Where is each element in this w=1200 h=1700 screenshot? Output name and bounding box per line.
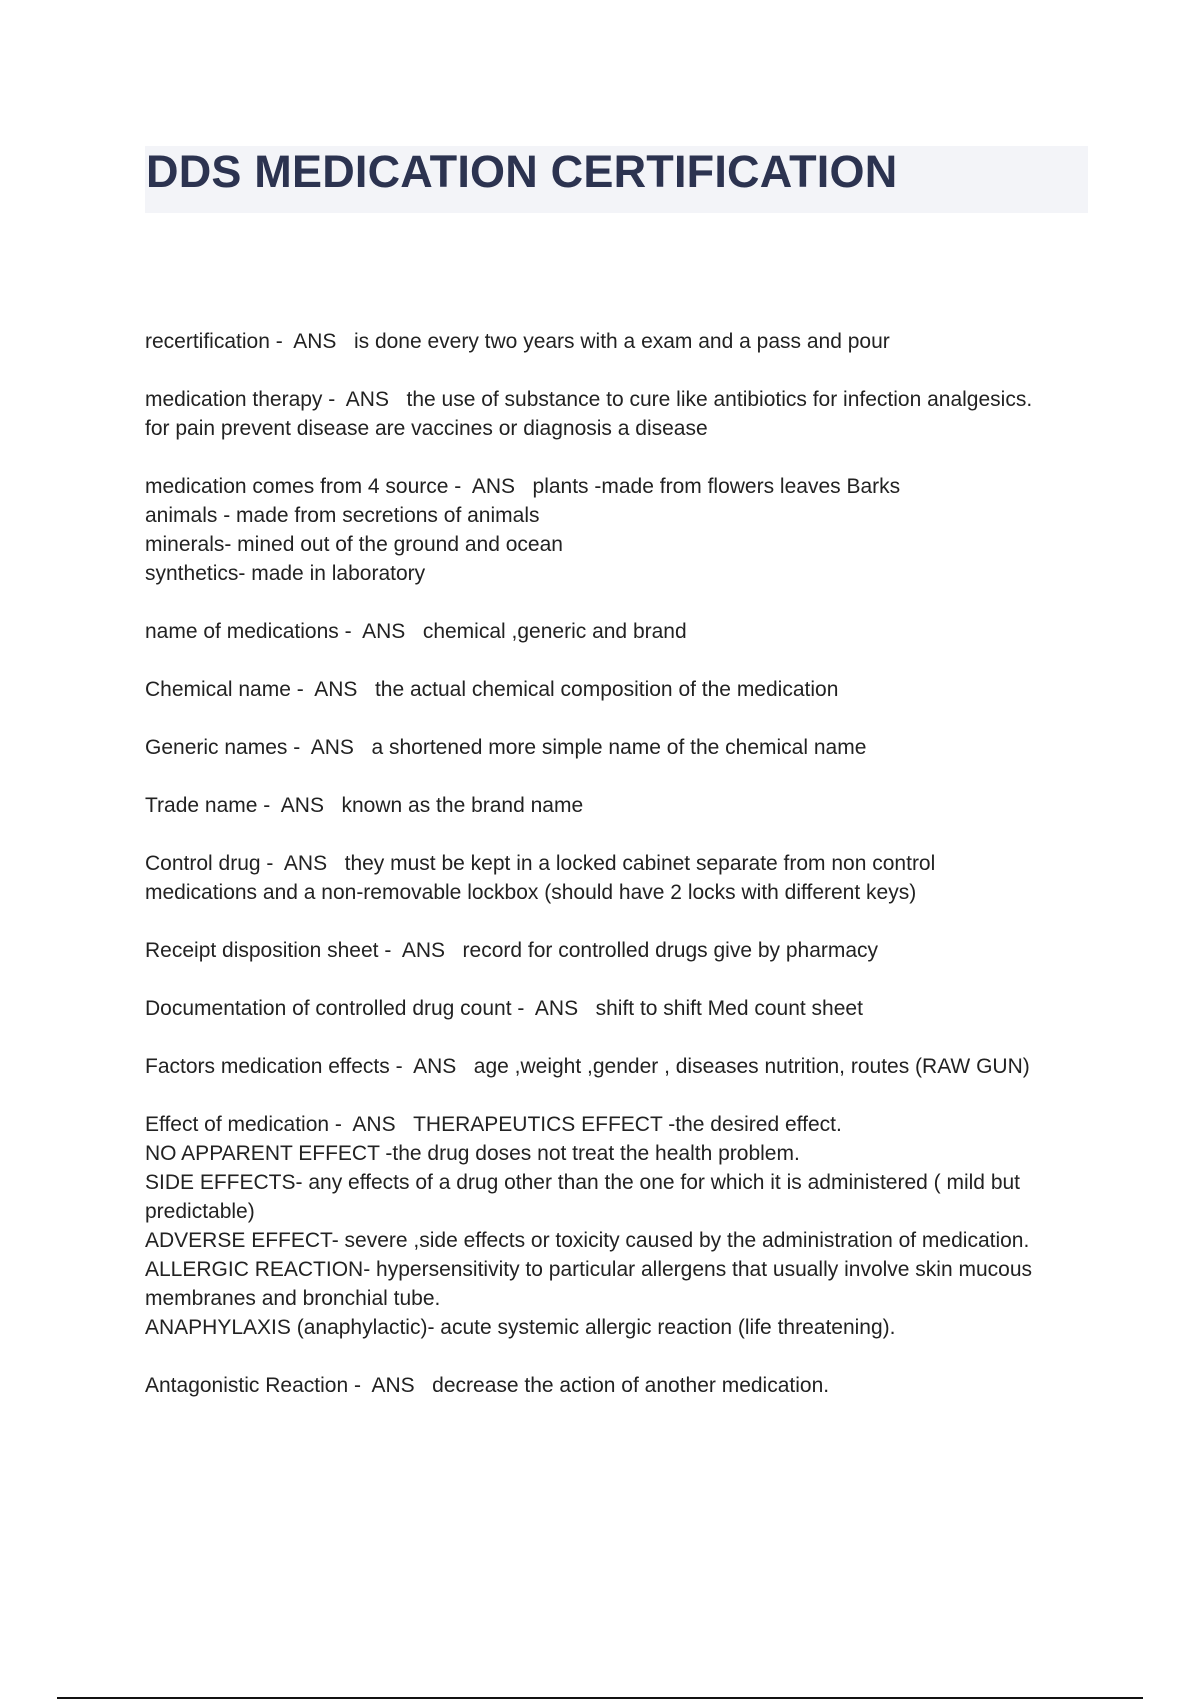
answer-marker: ANS	[314, 678, 358, 701]
answer-text: shift to shift Med count sheet	[595, 997, 863, 1020]
term-separator: -	[378, 939, 402, 962]
term-label: Factors medication effects	[145, 1055, 390, 1078]
term-label: Antagonistic Reaction	[145, 1374, 349, 1397]
term-label: Documentation of controlled drug count	[145, 997, 512, 1020]
qa-first-line	[145, 385, 1095, 414]
term-label: name of medications	[145, 620, 339, 643]
qa-item	[145, 1110, 1095, 1342]
term-label: Control drug	[145, 852, 261, 875]
term-label: Chemical name	[145, 678, 291, 701]
qa-item	[145, 936, 1095, 965]
answer-text: ALLERGIC REACTION- hypersensitivity to particular allergens that usually involve skin mucous	[145, 1258, 1033, 1281]
term-separator: -	[448, 475, 472, 498]
answer-text: chemical ,generic and brand	[422, 620, 687, 643]
term-separator: -	[338, 620, 363, 643]
answer-marker: ANS	[293, 330, 337, 353]
qa-item	[145, 994, 1095, 1023]
answer-continuation-line	[145, 1197, 1095, 1226]
qa-first-line	[145, 472, 1095, 501]
term-separator: -	[348, 1374, 372, 1397]
answer-marker: ANS	[310, 736, 354, 759]
qa-item	[145, 733, 1095, 762]
qa-first-line	[145, 1110, 1095, 1139]
answer-marker: ANS	[283, 852, 328, 875]
qa-first-line	[145, 675, 1095, 704]
answer-text: synthetics- made in laboratory	[145, 562, 426, 585]
qa-item	[145, 791, 1095, 820]
qa-item	[145, 472, 1095, 588]
qa-first-line	[145, 791, 1095, 820]
qa-item	[145, 1371, 1095, 1400]
qa-item	[145, 617, 1095, 646]
term-separator: -	[260, 852, 284, 875]
term-label: Effect of medication	[145, 1113, 330, 1136]
term-separator: -	[329, 1113, 353, 1136]
answer-marker: ANS	[401, 939, 446, 962]
term-label: Trade name	[145, 794, 258, 817]
answer-text: record for controlled drugs give by pharmacy	[462, 939, 879, 962]
term-separator: -	[322, 388, 346, 411]
qa-first-line	[145, 849, 1095, 878]
qa-first-line	[145, 1052, 1095, 1081]
term-label: Receipt disposition sheet	[145, 939, 379, 962]
term-separator: -	[269, 330, 294, 353]
qa-first-line	[145, 936, 1095, 965]
answer-text: predictable)	[145, 1200, 255, 1223]
answer-text: a shortened more simple name of the chemical name	[371, 736, 867, 759]
answer-continuation-line	[145, 1284, 1095, 1313]
answer-marker: ANS	[371, 1374, 415, 1397]
answer-text: membranes and bronchial tube.	[145, 1287, 441, 1310]
qa-list	[145, 327, 1095, 1429]
term-separator: -	[257, 794, 281, 817]
answer-marker: ANS	[362, 620, 406, 643]
answer-continuation-line	[145, 1255, 1095, 1284]
answer-marker: ANS	[280, 794, 324, 817]
answer-text: they must be kept in a locked cabinet separate from non control	[344, 852, 936, 875]
answer-text: plants -made from flowers leaves Barks	[532, 475, 901, 498]
answer-text: the use of substance to cure like antibiotics for infection analgesics.	[406, 388, 1033, 411]
answer-text: for pain prevent disease are vaccines or diagnosis a disease	[145, 417, 708, 440]
answer-text: ANAPHYLAXIS (anaphylactic)- acute systemic allergic reaction (life threatening).	[145, 1316, 896, 1339]
answer-continuation-line	[145, 1139, 1095, 1168]
answer-text: SIDE EFFECTS- any effects of a drug other than the one for which it is administered ( mild but	[145, 1171, 1021, 1194]
answer-marker: ANS	[352, 1113, 396, 1136]
answer-text: is done every two years with a exam and a pass and pour	[353, 330, 890, 353]
answer-marker: ANS	[534, 997, 579, 1020]
answer-continuation-line	[145, 530, 1095, 559]
answer-marker: ANS	[471, 475, 515, 498]
answer-text: decrease the action of another medication.	[432, 1374, 830, 1397]
answer-text: medications and a non-removable lockbox (should have 2 locks with different keys)	[145, 881, 917, 904]
qa-item	[145, 675, 1095, 704]
answer-continuation-line	[145, 501, 1095, 530]
answer-text: the actual chemical composition of the medication	[374, 678, 839, 701]
term-label: medication comes from 4 source	[145, 475, 449, 498]
term-separator: -	[287, 736, 311, 759]
answer-text: minerals- mined out of the ground and ocean	[145, 533, 563, 556]
qa-first-line	[145, 733, 1095, 762]
qa-first-line	[145, 994, 1095, 1023]
answer-text: known as the brand name	[341, 794, 584, 817]
answer-continuation-line	[145, 559, 1095, 588]
qa-item	[145, 849, 1095, 907]
answer-continuation-line	[145, 1168, 1095, 1197]
answer-continuation-line	[145, 1313, 1095, 1342]
term-label: recertification	[145, 330, 270, 353]
answer-text: age ,weight ,gender , diseases nutrition, routes (RAW GUN)	[473, 1055, 1030, 1078]
term-label: Generic names	[145, 736, 288, 759]
answer-text: THERAPEUTICS EFFECT -the desired effect.	[413, 1113, 842, 1136]
answer-marker: ANS	[345, 388, 389, 411]
term-separator: -	[511, 997, 535, 1020]
qa-item	[145, 327, 1095, 356]
term-separator: -	[290, 678, 315, 701]
document-title: DDS MEDICATION CERTIFICATION	[146, 146, 898, 197]
qa-item	[145, 385, 1095, 443]
qa-first-line	[145, 617, 1095, 646]
qa-item	[145, 1052, 1095, 1081]
qa-first-line	[145, 327, 1095, 356]
answer-text: animals - made from secretions of animals	[145, 504, 540, 527]
answer-continuation-line	[145, 414, 1095, 443]
answer-marker: ANS	[413, 1055, 457, 1078]
answer-text: ADVERSE EFFECT- severe ,side effects or toxicity caused by the administration of medication.	[145, 1229, 1030, 1252]
footer-rule	[57, 1697, 1143, 1699]
answer-continuation-line	[145, 1226, 1095, 1255]
qa-first-line	[145, 1371, 1095, 1400]
term-separator: -	[389, 1055, 414, 1078]
answer-text: NO APPARENT EFFECT -the drug doses not treat the health problem.	[145, 1142, 800, 1165]
answer-continuation-line	[145, 878, 1095, 907]
term-label: medication therapy	[145, 388, 323, 411]
